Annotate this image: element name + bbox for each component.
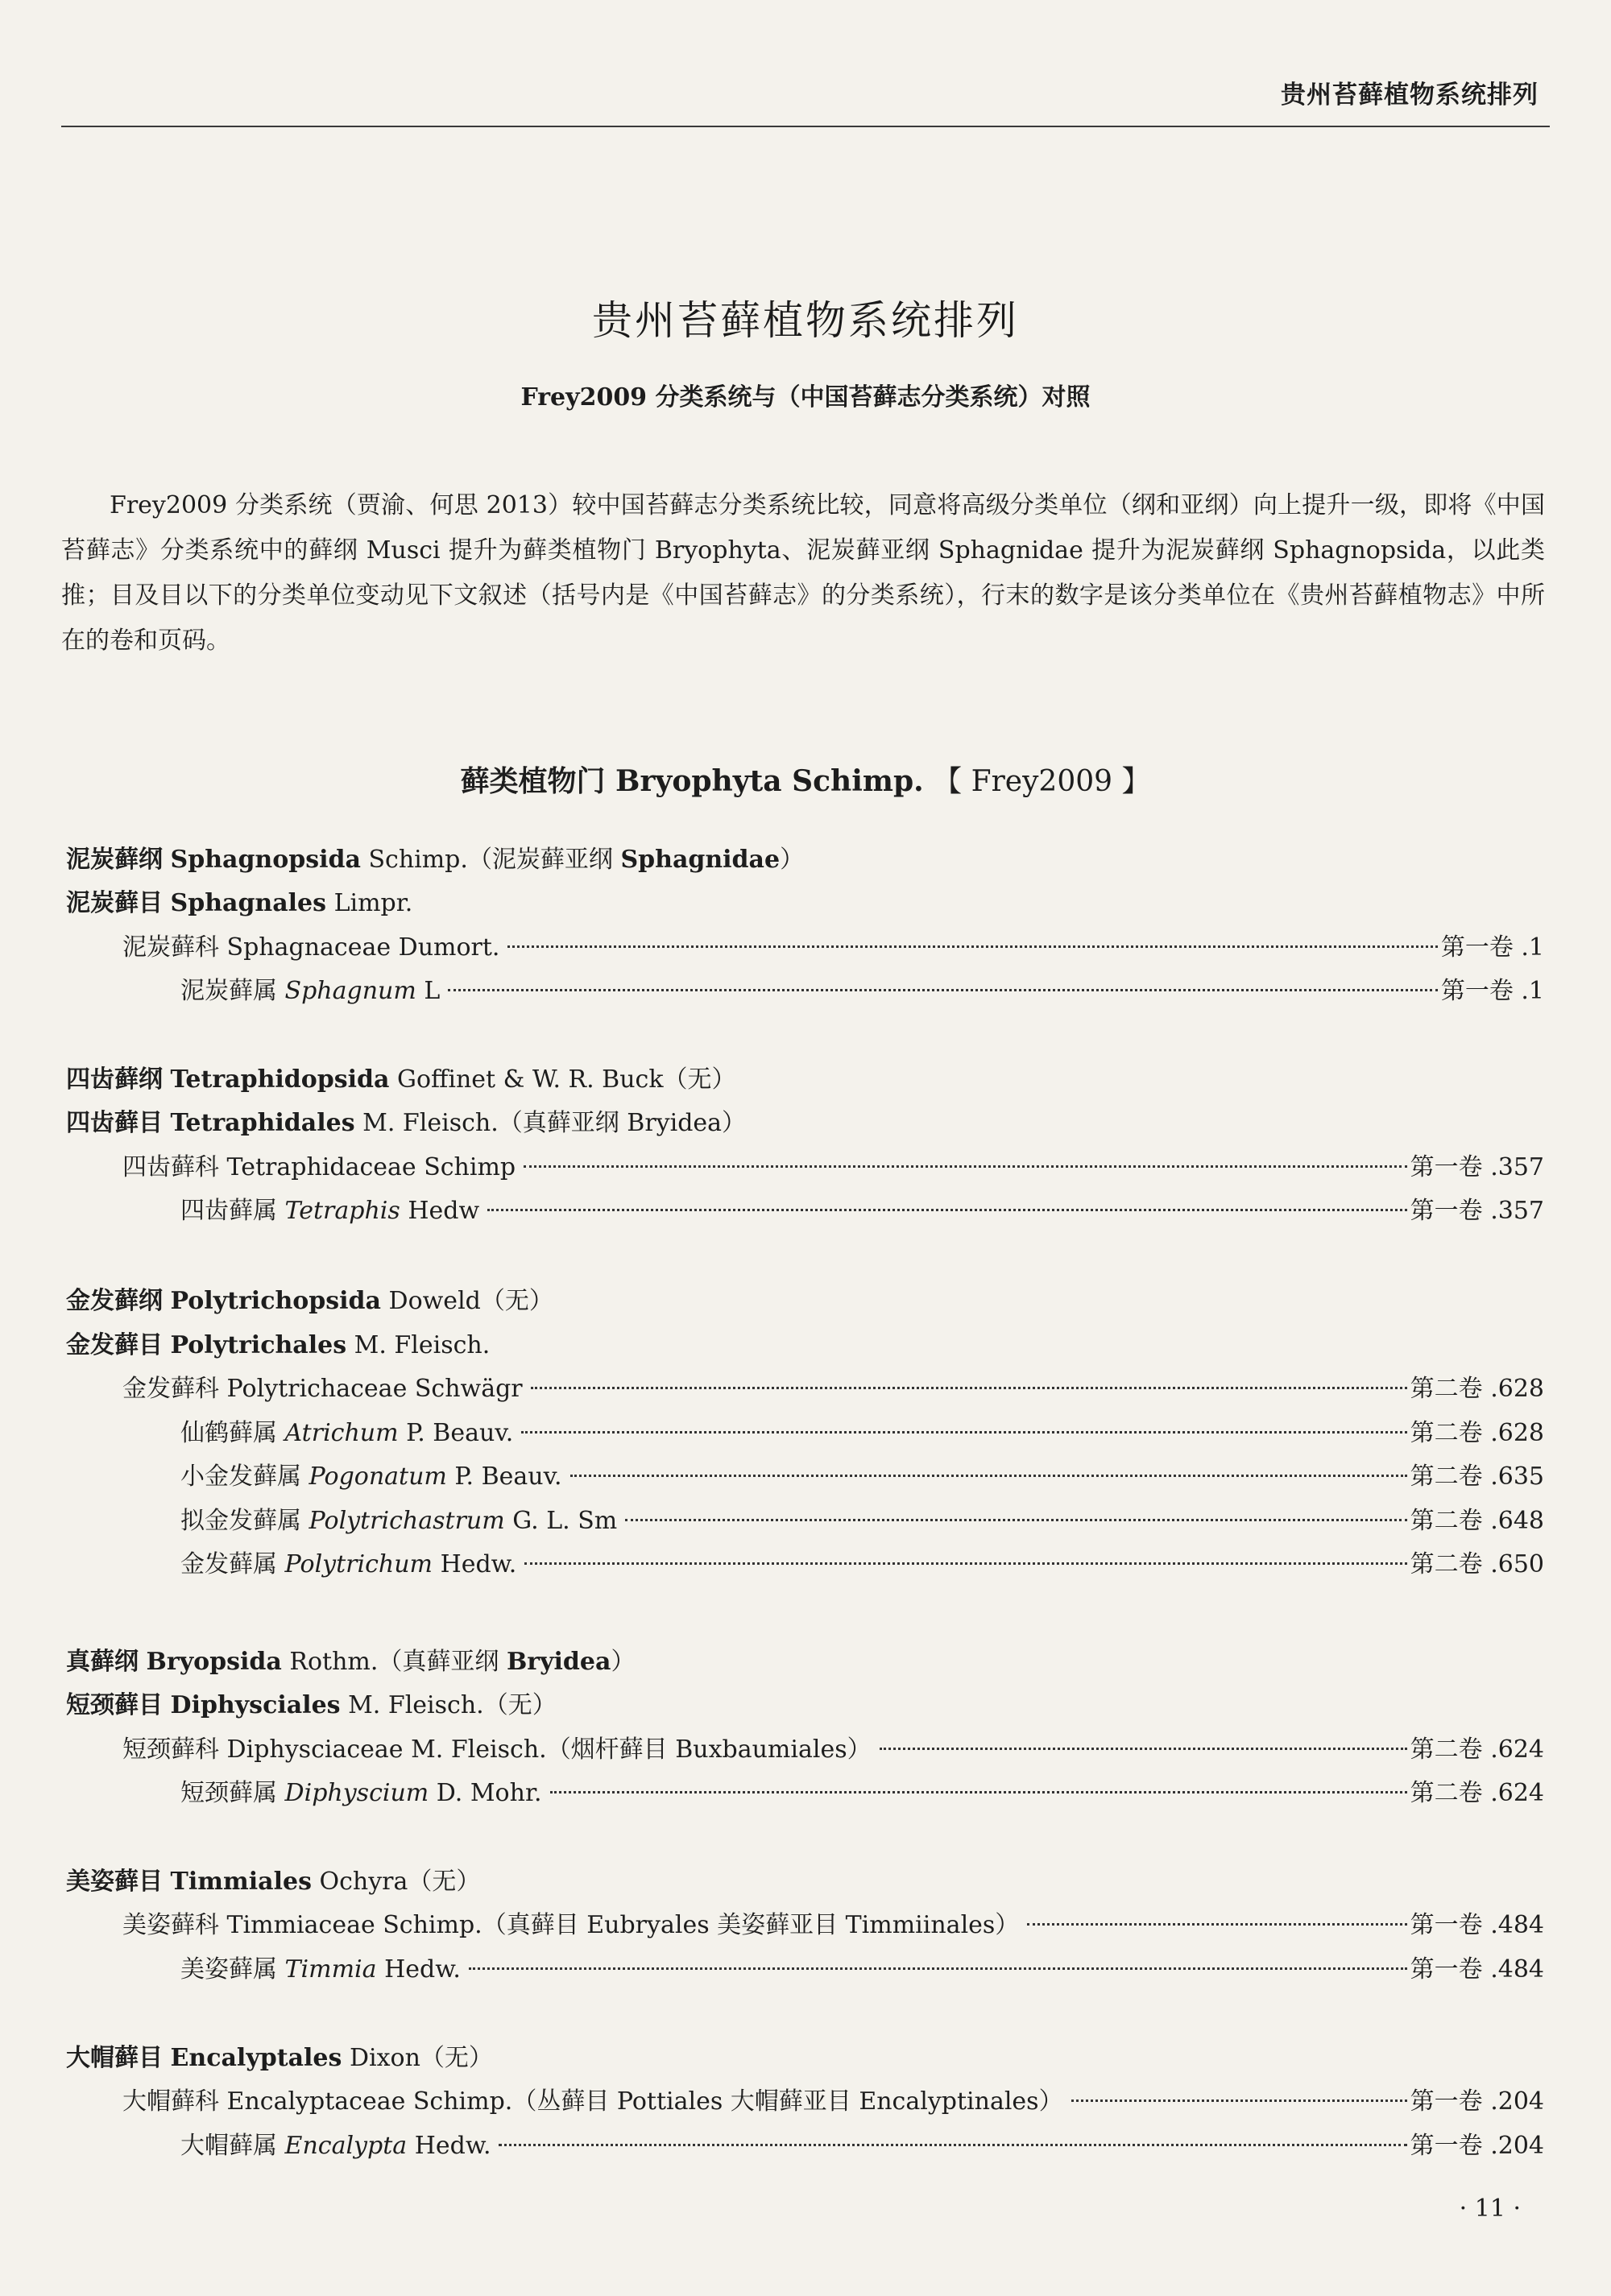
class-cn-name: 泥炭藓纲 xyxy=(66,846,163,874)
genus-label xyxy=(180,1952,461,1988)
family-entry xyxy=(122,930,1544,966)
genus-label xyxy=(180,1776,542,1811)
genus-cn-name: 仙鹤藓属 xyxy=(180,1419,277,1447)
volume-page-ref: 第一卷 .357 xyxy=(1410,1197,1544,1225)
volume-page-ref: 第二卷 .650 xyxy=(1410,1550,1544,1578)
dot-leader xyxy=(550,1791,1407,1793)
family-latin-name: Timmiaceae Schimp. xyxy=(226,1911,482,1939)
family-note: （真藓目 Eubryales 美姿藓亚目 Timmiinales） xyxy=(482,1911,1020,1939)
class-note-close: ） xyxy=(780,846,805,874)
order-note: （无） xyxy=(420,2044,493,2072)
class-latin-name: Polytrichopsida xyxy=(170,1287,381,1315)
order-author: M. Fleisch. xyxy=(354,1331,491,1359)
order-note: （无） xyxy=(408,1868,481,1896)
phylum-reference: 【 Frey2009 】 xyxy=(933,765,1151,798)
class-note: （泥炭藓亚纲 xyxy=(467,846,621,874)
class-heading xyxy=(66,1062,1544,1098)
class-note: （无） xyxy=(663,1065,736,1094)
class-author: Doweld xyxy=(388,1287,481,1315)
order-heading xyxy=(66,886,1544,921)
family-label xyxy=(122,1908,1019,1943)
volume-page-ref: 第二卷 .628 xyxy=(1410,1375,1544,1403)
dot-leader xyxy=(524,1562,1406,1565)
genus-entry xyxy=(180,1459,1544,1495)
family-entry xyxy=(122,2084,1544,2120)
dot-leader xyxy=(1071,2099,1407,2102)
genus-cn-name: 四齿藓属 xyxy=(180,1197,277,1225)
genus-author: P. Beauv. xyxy=(454,1462,562,1491)
dot-leader xyxy=(499,2144,1406,2146)
order-author: M. Fleisch. xyxy=(362,1109,499,1137)
volume-page-ref: 第一卷 .357 xyxy=(1410,1153,1544,1181)
class-note-close: ） xyxy=(611,1648,636,1676)
class-note: （真藓亚纲 xyxy=(378,1648,507,1676)
genus-cn-name: 短颈藓属 xyxy=(180,1779,277,1807)
order-latin-name: Timmiales xyxy=(170,1868,312,1896)
order-cn-name: 泥炭藓目 xyxy=(66,889,163,917)
phylum-heading xyxy=(0,759,1611,800)
genus-author: P. Beauv. xyxy=(406,1419,514,1447)
order-latin-name: Diphysciales xyxy=(170,1691,341,1719)
dot-leader xyxy=(524,1165,1407,1168)
volume-page-ref: 第二卷 .624 xyxy=(1410,1779,1544,1807)
class-author: Goffinet & W. R. Buck xyxy=(397,1065,664,1094)
class-author: Rothm. xyxy=(289,1648,379,1676)
genus-label xyxy=(180,1459,562,1495)
family-cn-name: 大帽藓科 xyxy=(122,2087,219,2116)
dot-leader xyxy=(570,1475,1407,1477)
order-author: Ochyra xyxy=(319,1868,408,1896)
page-number: · 11 · xyxy=(1459,2195,1521,2223)
genus-author: Hedw xyxy=(408,1197,480,1225)
genus-cn-name: 泥炭藓属 xyxy=(180,977,277,1005)
genus-label xyxy=(180,2128,491,2164)
family-latin-name: Polytrichaceae Schwägr xyxy=(226,1375,523,1403)
family-latin-name: Tetraphidaceae Schimp xyxy=(226,1153,516,1181)
page-title: 贵州苔藓植物系统排列 xyxy=(592,297,1019,344)
class-latin-name: Bryopsida xyxy=(146,1648,282,1676)
genus-latin-name: Atrichum xyxy=(284,1419,399,1447)
family-cn-name: 金发藓科 xyxy=(122,1375,219,1403)
family-label xyxy=(122,2084,1063,2120)
genus-latin-name: Polytrichastrum xyxy=(309,1507,505,1535)
volume-page-ref: 第一卷 .1 xyxy=(1440,933,1544,962)
genus-author: D. Mohr. xyxy=(436,1779,542,1807)
family-latin-name: Diphysciaceae M. Fleisch. xyxy=(226,1735,547,1764)
genus-latin-name: Polytrichum xyxy=(284,1550,433,1578)
genus-latin-name: Sphagnum xyxy=(284,977,416,1005)
genus-label xyxy=(180,1194,479,1229)
class-cn-name: 金发藓纲 xyxy=(66,1287,163,1315)
family-label xyxy=(122,1371,523,1407)
genus-latin-name: Encalypta xyxy=(284,2132,408,2160)
genus-cn-name: 美姿藓属 xyxy=(180,1955,277,1984)
order-cn-name: 大帽藓目 xyxy=(66,2044,163,2072)
header-rule xyxy=(61,126,1550,127)
order-cn-name: 金发藓目 xyxy=(66,1331,163,1359)
class-latin-name: Tetraphidopsida xyxy=(170,1065,390,1094)
order-latin-name: Sphagnales xyxy=(170,889,327,917)
order-cn-name: 四齿藓目 xyxy=(66,1109,163,1137)
family-latin-name: Sphagnaceae Dumort. xyxy=(226,933,500,962)
dot-leader xyxy=(507,945,1437,948)
order-cn-name: 短颈藓目 xyxy=(66,1691,163,1719)
genus-entry xyxy=(180,1504,1544,1539)
family-label xyxy=(122,930,499,966)
genus-label xyxy=(180,974,440,1009)
class-heading xyxy=(66,1644,1544,1680)
family-note: （丛藓目 Pottiales 大帽藓亚目 Encalyptinales） xyxy=(512,2087,1063,2116)
family-entry xyxy=(122,1908,1544,1943)
order-latin-name: Polytrichales xyxy=(170,1331,347,1359)
genus-entry xyxy=(180,1547,1544,1582)
page-subtitle: Frey2009 分类系统与（中国苔藓志分类系统）对照 xyxy=(520,383,1091,412)
order-latin-name: Tetraphidales xyxy=(170,1109,355,1137)
volume-page-ref: 第一卷 .484 xyxy=(1410,1955,1544,1984)
order-author: Dixon xyxy=(349,2044,420,2072)
volume-page-ref: 第一卷 .204 xyxy=(1410,2087,1544,2116)
family-entry xyxy=(122,1150,1544,1185)
intro-paragraph: Frey2009 分类系统（贾渝、何思 2013）较中国苔藓志分类系统比较，同意将高级分类单位（纲和亚纲）向上提升一级，即将《中国苔藓志》分类系统中的藓纲 Musci 提升为藓类植物门 Bryophyta、泥炭藓亚纲 Sphagnidae 提升为泥炭藓纲 Sphagnopsida，以此类推；目及目以下的分类单位变动见下文叙述（括号内是《中国苔藓志》的分类系统），行末的数字是该分类单位在《贵州苔藓植物志》中所在的卷和页码。 xyxy=(61,491,1545,655)
class-heading xyxy=(66,1284,1544,1319)
class-author: Schimp. xyxy=(368,846,468,874)
genus-cn-name: 小金发藓属 xyxy=(180,1462,301,1491)
genus-latin-name: Pogonatum xyxy=(309,1462,447,1491)
genus-label xyxy=(180,1547,516,1582)
family-label xyxy=(122,1732,872,1768)
volume-page-ref: 第二卷 .624 xyxy=(1410,1735,1544,1764)
genus-entry xyxy=(180,974,1544,1009)
family-cn-name: 四齿藓科 xyxy=(122,1153,219,1181)
genus-author: Hedw. xyxy=(384,1955,461,1984)
genus-label xyxy=(180,1416,513,1451)
volume-page-ref: 第二卷 .648 xyxy=(1410,1507,1544,1535)
dot-leader xyxy=(448,989,1438,991)
genus-entry xyxy=(180,1952,1544,1988)
genus-cn-name: 金发藓属 xyxy=(180,1550,277,1578)
volume-page-ref: 第一卷 .1 xyxy=(1440,977,1544,1005)
class-cn-name: 四齿藓纲 xyxy=(66,1065,163,1094)
volume-page-ref: 第二卷 .628 xyxy=(1410,1419,1544,1447)
order-note: （真藓亚纲 Bryidea） xyxy=(498,1109,747,1137)
phylum-name: 藓类植物门 Bryophyta Schimp. xyxy=(460,764,924,798)
class-note-taxon: Sphagnidae xyxy=(620,846,781,874)
running-head: 贵州苔藓植物系统排列 xyxy=(1281,81,1539,110)
genus-entry xyxy=(180,2128,1544,2164)
dot-leader xyxy=(625,1519,1406,1521)
genus-author: L xyxy=(424,977,441,1005)
dot-leader xyxy=(487,1209,1407,1211)
genus-latin-name: Timmia xyxy=(284,1955,377,1984)
order-note: （无） xyxy=(483,1691,557,1719)
genus-cn-name: 大帽藓属 xyxy=(180,2132,277,2160)
family-latin-name: Encalyptaceae Schimp. xyxy=(226,2087,513,2116)
class-heading xyxy=(66,842,1544,878)
genus-entry xyxy=(180,1416,1544,1451)
genus-author: Hedw. xyxy=(440,1550,517,1578)
class-cn-name: 真藓纲 xyxy=(66,1648,139,1676)
class-note-taxon: Bryidea xyxy=(506,1648,611,1676)
genus-latin-name: Tetraphis xyxy=(284,1197,400,1225)
family-cn-name: 美姿藓科 xyxy=(122,1911,219,1939)
dot-leader xyxy=(469,1967,1407,1970)
order-cn-name: 美姿藓目 xyxy=(66,1868,163,1896)
family-label xyxy=(122,1150,516,1185)
order-latin-name: Encalyptales xyxy=(170,2044,342,2072)
volume-page-ref: 第一卷 .204 xyxy=(1410,2132,1544,2160)
dot-leader xyxy=(1027,1923,1406,1926)
order-author: M. Fleisch. xyxy=(348,1691,484,1719)
family-cn-name: 泥炭藓科 xyxy=(122,933,219,962)
genus-cn-name: 拟金发藓属 xyxy=(180,1507,301,1535)
genus-author: Hedw. xyxy=(414,2132,491,2160)
genus-entry xyxy=(180,1776,1544,1811)
genus-latin-name: Diphyscium xyxy=(284,1779,429,1807)
family-cn-name: 短颈藓科 xyxy=(122,1735,219,1764)
order-heading xyxy=(66,1864,1544,1900)
order-heading xyxy=(66,1688,1544,1723)
volume-page-ref: 第二卷 .635 xyxy=(1410,1462,1544,1491)
class-latin-name: Sphagnopsida xyxy=(170,846,361,874)
volume-page-ref: 第一卷 .484 xyxy=(1410,1911,1544,1939)
family-entry xyxy=(122,1371,1544,1407)
dot-leader xyxy=(531,1387,1407,1389)
order-heading xyxy=(66,1328,1544,1363)
genus-author: G. L. Sm xyxy=(512,1507,618,1535)
family-entry xyxy=(122,1732,1544,1768)
order-heading xyxy=(66,2041,1544,2076)
family-note: （烟杆藓目 Buxbaumiales） xyxy=(546,1735,872,1764)
order-heading xyxy=(66,1106,1544,1141)
class-note: （无） xyxy=(480,1287,553,1315)
order-author: Limpr. xyxy=(333,889,413,917)
genus-label xyxy=(180,1504,617,1539)
dot-leader xyxy=(521,1431,1406,1433)
dot-leader xyxy=(880,1748,1407,1750)
genus-entry xyxy=(180,1194,1544,1229)
